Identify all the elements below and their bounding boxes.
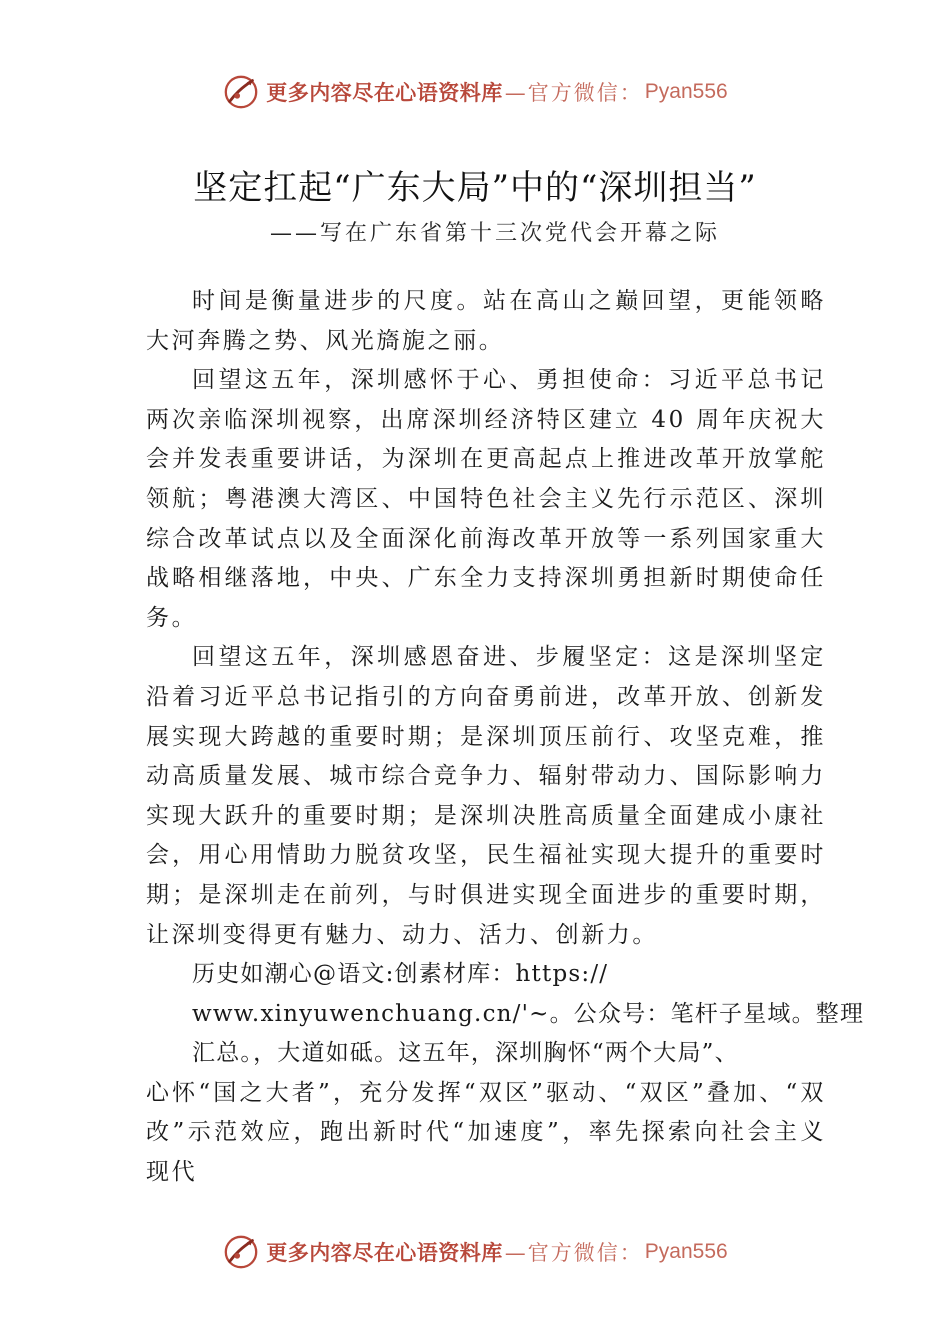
banner-brand: 更多内容尽在心语资料库 xyxy=(266,1240,503,1265)
pen-logo-icon xyxy=(222,73,260,111)
banner-wechat-id: Pyan556 xyxy=(644,80,728,103)
pen-logo-icon xyxy=(222,1233,260,1271)
inserted-line-3: 汇总。，大道如砥。这五年，深圳胸怀“两个大局”、 xyxy=(192,1040,739,1067)
paragraph-2: 回望这五年，深圳感怀于心、勇担使命：习近平总书记两次亲临深圳视察，出席深圳经济特区建立 40 周年庆祝大会并发表重要讲话，为深圳在更高起点上推进改革开放掌舵领航；粤港澳大湾区、中国特色社会主义先行示范区、深圳综合改革试点以及全面深化前海改革开放等一系列国家重大战略相继落地，中央、广东全力支持深圳勇担新时期使命任务。 xyxy=(146,367,826,631)
banner-tagline: —官方微信： xyxy=(504,81,643,105)
inserted-line-1: 历史如潮心@语文:创素材库：https:// xyxy=(192,961,609,988)
paragraph-3: 回望这五年，深圳感恩奋进、步履坚定：这是深圳坚定沿着习近平总书记指引的方向奋勇前进，改革开放、创新发展实现大跨越的重要时期；是深圳顶压前行、攻坚克难，推动高质量发展、城市综合竞争力、辐射带动力、国际影响力实现大跃升的重要时期；是深圳决胜高质量全面建成小康社会，用心用情助力脱贫攻坚，民生福祉实现大提升的重要时期；是深圳走在前列，与时俱进实现全面进步的重要时期， 让深圳变得更有魅力、动力、活力、创新力。 xyxy=(146,644,826,948)
top-banner xyxy=(0,72,950,112)
banner-wechat-id: Pyan556 xyxy=(644,1240,728,1263)
article-body xyxy=(146,282,865,1193)
banner-brand: 更多内容尽在心语资料库 xyxy=(266,80,503,105)
inserted-watermark-block xyxy=(146,955,865,1074)
article-subtitle: ——写在广东省第十三次党代会开幕之际 xyxy=(270,221,721,246)
paragraph-1: 时间是衡量进步的尺度。站在高山之巅回望，更能领略大河奔腾之势、风光旖旎之丽。 xyxy=(146,288,826,354)
article-title: 坚定扛起“广东大局”中的“深圳担当” xyxy=(193,168,757,208)
inserted-line-2: www.xinyuwenchuang.cn/'~。公众号：笔杆子星域。整理 xyxy=(192,1000,865,1027)
paragraph-4: 心怀“国之大者”，充分发挥“双区”驱动、“双区”叠加、“双改”示范效应，跑出新时代“加速度”，率先探索向社会主义现代 xyxy=(146,1079,826,1186)
banner-tagline: —官方微信： xyxy=(504,1241,643,1265)
bottom-banner xyxy=(0,1232,950,1272)
